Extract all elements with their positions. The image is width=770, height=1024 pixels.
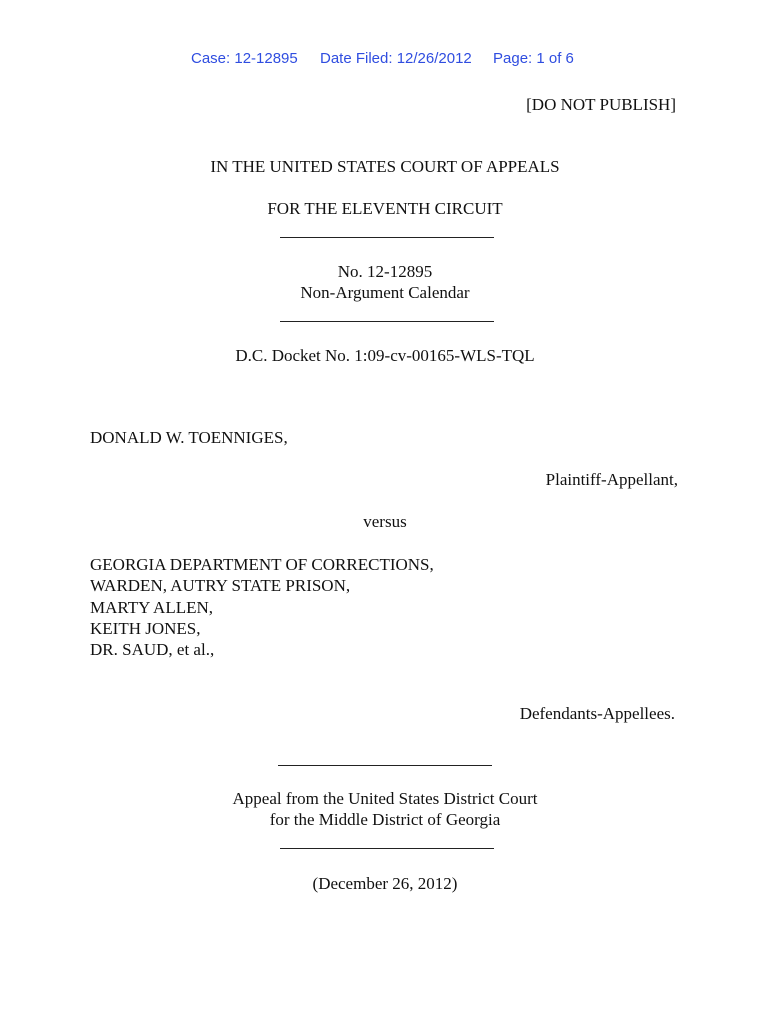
case-number-stamp: Case: 12-12895 <box>191 50 298 67</box>
decision-date: (December 26, 2012) <box>312 874 458 893</box>
defendant-role: Defendants-Appellees. <box>519 704 675 723</box>
defendant-line: GEORGIA DEPARTMENT OF CORRECTIONS, <box>90 555 434 574</box>
court-circuit: FOR THE ELEVENTH CIRCUIT <box>267 199 503 218</box>
case-number: No. 12-12895 <box>337 262 433 281</box>
calendar-type: Non-Argument Calendar <box>300 283 470 302</box>
appeal-district: for the Middle District of Georgia <box>269 810 501 829</box>
divider-rule <box>280 848 494 849</box>
docket-number: D.C. Docket No. 1:09-cv-00165-WLS-TQL <box>235 346 535 365</box>
court-title: IN THE UNITED STATES COURT OF APPEALS <box>210 157 560 176</box>
defendant-line: MARTY ALLEN, <box>90 598 214 617</box>
appeal-origin: Appeal from the United States District Court <box>232 789 538 808</box>
date-filed-stamp: Date Filed: 12/26/2012 <box>320 50 472 67</box>
divider-rule <box>280 237 494 238</box>
divider-rule <box>280 321 494 322</box>
defendant-line: KEITH JONES, <box>90 619 201 638</box>
versus-label: versus <box>363 512 407 531</box>
divider-rule <box>278 765 492 766</box>
page-number-stamp: Page: 1 of 6 <box>493 50 574 67</box>
publish-note: [DO NOT PUBLISH] <box>526 95 676 114</box>
defendant-line: DR. SAUD, et al., <box>90 640 215 659</box>
plaintiff-role: Plaintiff-Appellant, <box>545 470 678 489</box>
defendant-line: WARDEN, AUTRY STATE PRISON, <box>90 576 351 595</box>
plaintiff-name: DONALD W. TOENNIGES, <box>90 428 288 447</box>
